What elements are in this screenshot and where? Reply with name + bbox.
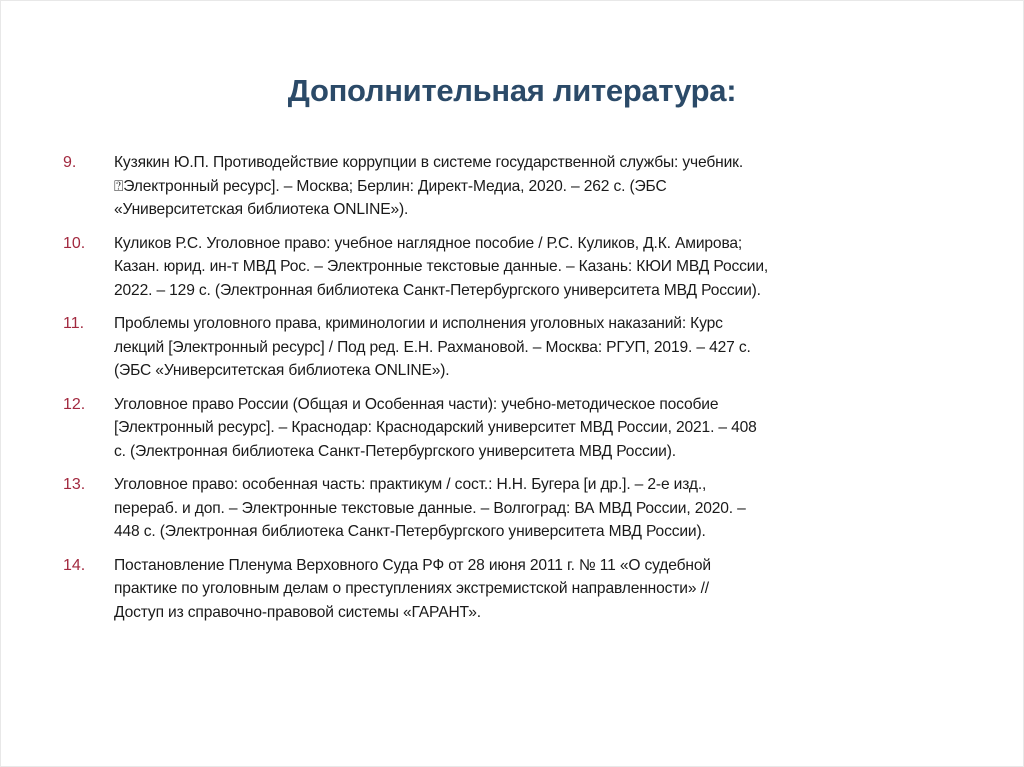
reference-number: 9.	[63, 154, 77, 171]
reference-line: Кузякин Ю.П. Противодействие коррупции в системе государственной службы: учебник.	[114, 154, 744, 171]
reference-line: [Электронный ресурс]. – Краснодар: Краснодарский университет МВД России, 2021. – 408	[114, 419, 757, 436]
reference-line: Куликов Р.С. Уголовное право: учебное наглядное пособие / Р.С. Куликов, Д.К. Амирова;	[114, 234, 743, 252]
reference-number: 13.	[63, 476, 86, 493]
reference-text	[114, 312, 983, 383]
reference-line: Проблемы уголовного права, криминологии и исполнения уголовных наказаний: Курс	[114, 315, 723, 332]
reference-line: ⍰Электронный ресурс]. – Москва; Берлин: Директ-Медиа, 2020. – 262 с. (ЭБС	[114, 177, 667, 195]
reference-line: Казан. юрид. ин-т МВД Рос. – Электронные текстовые данные. – Казань: КЮИ МВД России,	[114, 258, 769, 275]
reference-line: 2022. – 129 с. (Электронная библиотека Санкт-Петербургского университета МВД России).	[114, 281, 761, 299]
reference-text	[114, 393, 983, 464]
reference-item	[63, 312, 983, 383]
reference-number: 10.	[63, 234, 86, 252]
reference-line: 448 с. (Электронная библиотека Санкт-Петербургского университета МВД России).	[114, 523, 706, 540]
reference-item	[63, 232, 983, 303]
reference-number: 11.	[63, 315, 85, 332]
reference-line: лекций [Электронный ресурс] / Под ред. Е.Н. Рахмановой. – Москва: РГУП, 2019. – 427 с.	[114, 338, 751, 356]
reference-line: практике по уголовным делам о преступлениях экстремистской направленности» //	[114, 580, 709, 597]
reference-line: Доступ из справочно-правовой системы «ГАРАНТ».	[114, 603, 481, 621]
reference-item	[63, 151, 983, 222]
reference-item	[63, 393, 983, 464]
reference-list	[63, 151, 983, 634]
reference-line: (ЭБС «Университетская библиотека ONLINE»).	[114, 362, 450, 379]
reference-item	[63, 473, 983, 544]
reference-line: Уголовное право России (Общая и Особенная части): учебно-методическое пособие	[114, 395, 719, 413]
reference-text	[114, 151, 983, 222]
reference-line: Уголовное право: особенная часть: практикум / сост.: Н.Н. Бугера [и др.]. – 2-е изд.,	[114, 476, 707, 493]
reference-text	[114, 232, 983, 303]
reference-number: 12.	[63, 395, 86, 413]
reference-text	[114, 473, 983, 544]
reference-line: «Университетская библиотека ONLINE»).	[114, 201, 409, 218]
reference-item	[63, 554, 983, 625]
reference-text	[114, 554, 983, 625]
reference-line: Постановление Пленума Верховного Суда РФ от 28 июня 2011 г. № 11 «О судебной	[114, 556, 711, 574]
reference-line: перераб. и доп. – Электронные текстовые данные. – Волгоград: ВА МВД России, 2020. –	[114, 499, 746, 517]
reference-number: 14.	[63, 556, 86, 574]
slide-title: Дополнительная литература:	[287, 73, 737, 108]
reference-line: с. (Электронная библиотека Санкт-Петербургского университета МВД России).	[114, 442, 676, 460]
